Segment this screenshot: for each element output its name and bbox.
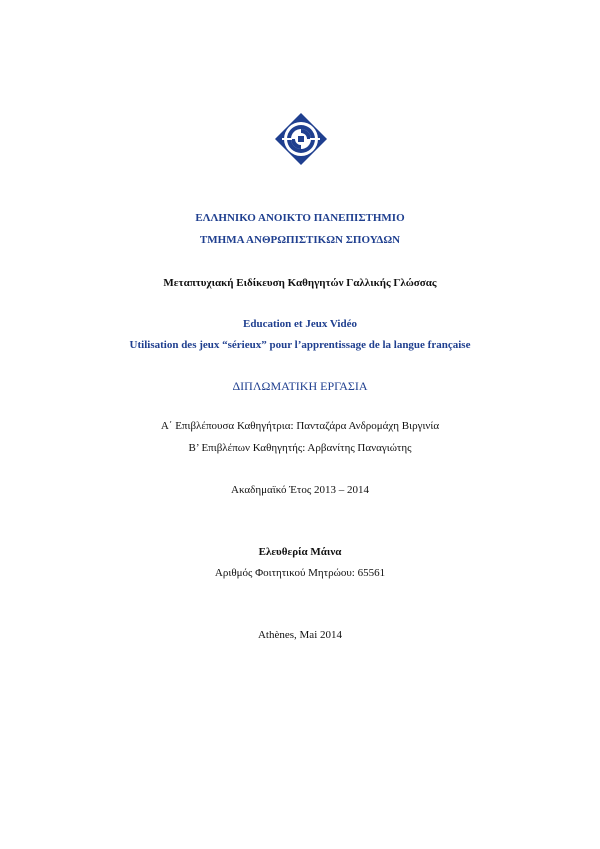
- student-id: Αριθμός Φοιτητικού Μητρώου: 65561: [214, 567, 386, 579]
- program-title: Μεταπτυχιακή Ειδίκευση Καθηγητών Γαλλικής Γλώσσας: [163, 277, 437, 289]
- thesis-subtitle: Utilisation des jeux “sérieux” pour l’apprentissage de la langue française: [129, 339, 471, 351]
- first-supervisor: Α΄ Επιβλέπουσα Καθηγήτρια: Πανταζάρα Ανδρομάχη Βιργινία: [160, 420, 440, 432]
- second-supervisor: Β’ Επιβλέπων Καθηγητής: Αρβανίτης Παναγιώτης: [188, 442, 412, 454]
- thesis-type: ΔΙΠΛΩΜΑΤΙΚΗ ΕΡΓΑΣΙΑ: [232, 379, 368, 393]
- department-name: ΤΜΗΜΑ ΑΝΘΡΩΠΙΣΤΙΚΩΝ ΣΠΟΥΔΩΝ: [199, 234, 401, 246]
- university-emblem-icon: [274, 112, 328, 166]
- author-name: Ελευθερία Μάινα: [258, 546, 342, 558]
- university-name: ΕΛΛΗΝΙΚΟ ΑΝΟΙΚΤΟ ΠΑΝΕΠΙΣΤΗΜΙΟ: [195, 212, 405, 224]
- academic-year: Ακαδημαϊκό Έτος 2013 – 2014: [231, 484, 369, 496]
- thesis-title: Education et Jeux Vidéo: [243, 318, 357, 330]
- place-date: Athènes, Mai 2014: [257, 629, 342, 641]
